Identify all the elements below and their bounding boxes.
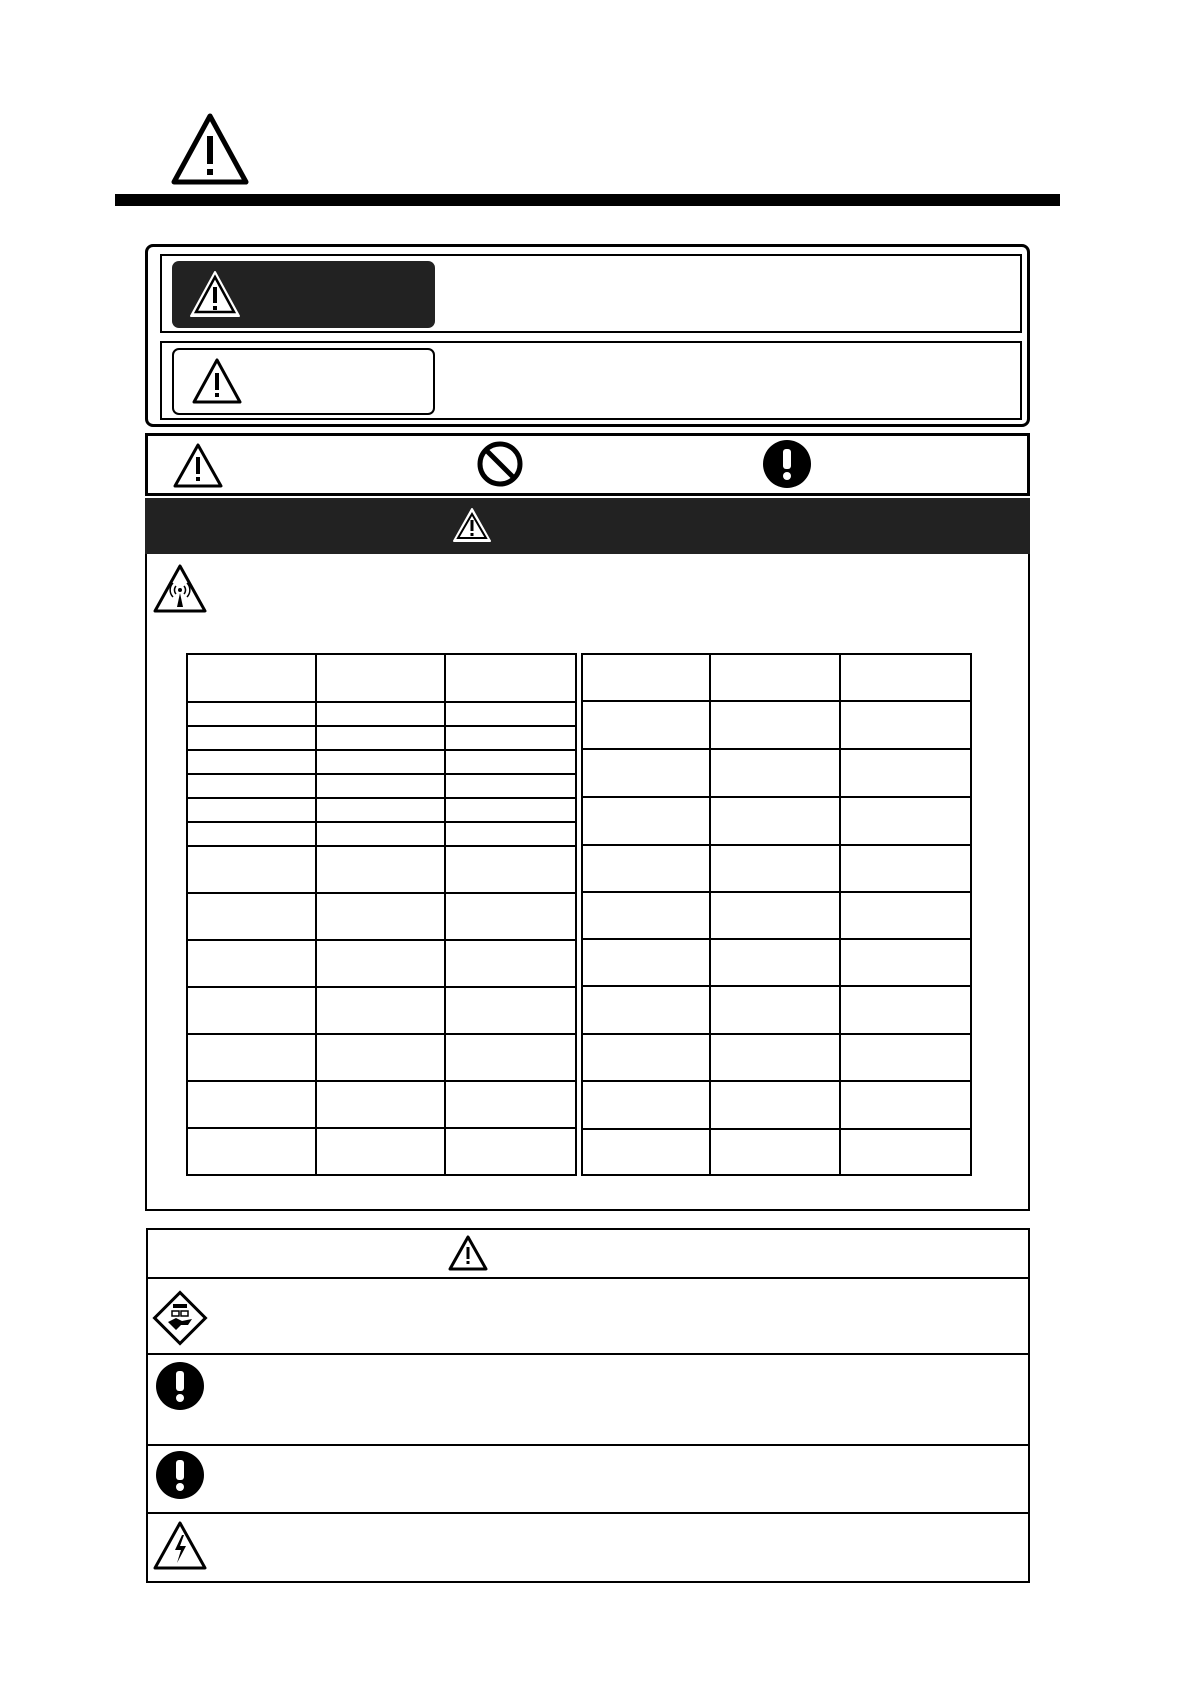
electric-shock-icon xyxy=(152,1519,208,1571)
table-cell xyxy=(445,750,576,774)
table-cell xyxy=(582,939,710,986)
table-cell xyxy=(445,893,576,940)
table-cell xyxy=(445,654,576,702)
table-cell xyxy=(710,797,840,845)
table-cell xyxy=(582,1081,710,1129)
table-cell xyxy=(316,798,445,822)
table-cell xyxy=(582,892,710,939)
table-row xyxy=(187,726,576,750)
table-cell xyxy=(187,940,316,987)
table-row xyxy=(187,702,576,726)
table-cell xyxy=(840,939,971,986)
table-cell xyxy=(445,702,576,726)
table-cell xyxy=(710,1129,840,1175)
table-cell xyxy=(710,749,840,797)
no-disassembly-icon xyxy=(152,1290,208,1346)
table-cell xyxy=(187,726,316,750)
table-cell xyxy=(710,654,840,701)
mandatory-action-icon xyxy=(762,439,812,489)
table-row xyxy=(582,1034,971,1081)
table-cell xyxy=(840,1034,971,1081)
right-distance-table xyxy=(581,653,972,1176)
table-row xyxy=(187,750,576,774)
header-warning-icon xyxy=(170,112,250,186)
table-row xyxy=(582,845,971,892)
table-cell xyxy=(187,987,316,1034)
table-cell xyxy=(840,1129,971,1175)
table-cell xyxy=(445,846,576,893)
table-cell xyxy=(445,940,576,987)
table-cell xyxy=(840,892,971,939)
caution-divider xyxy=(146,1444,1030,1446)
left-distance-table xyxy=(186,653,577,1176)
table-cell xyxy=(445,1081,576,1128)
table-cell xyxy=(187,702,316,726)
table-row xyxy=(582,701,971,749)
table-cell xyxy=(316,893,445,940)
table-cell xyxy=(316,774,445,798)
mandatory-action-icon xyxy=(155,1361,205,1411)
table-cell xyxy=(316,654,445,702)
mandatory-action-icon xyxy=(155,1450,205,1500)
table-row xyxy=(582,986,971,1034)
table-cell xyxy=(582,1129,710,1175)
table-cell xyxy=(445,1128,576,1175)
table-cell xyxy=(710,1081,840,1129)
table-cell xyxy=(710,986,840,1034)
table-row xyxy=(187,654,576,702)
table-cell xyxy=(187,798,316,822)
table-row xyxy=(187,987,576,1034)
warning-signal-label xyxy=(172,261,435,328)
table-cell xyxy=(840,749,971,797)
table-cell xyxy=(187,1128,316,1175)
table-cell xyxy=(840,654,971,701)
table-cell xyxy=(840,701,971,749)
table-cell xyxy=(187,654,316,702)
radio-wave-hazard-icon xyxy=(152,562,208,614)
table-cell xyxy=(840,845,971,892)
table-row xyxy=(187,893,576,940)
table-row xyxy=(582,797,971,845)
table-cell xyxy=(187,846,316,893)
table-cell xyxy=(710,1034,840,1081)
table-row xyxy=(187,1128,576,1175)
warning-triangle-icon xyxy=(451,506,493,544)
caution-section xyxy=(146,1228,1030,1583)
table-cell xyxy=(316,846,445,893)
caution-divider xyxy=(146,1512,1030,1514)
table-cell xyxy=(316,940,445,987)
table-row xyxy=(187,846,576,893)
caution-signal-label xyxy=(172,348,435,415)
caution-divider xyxy=(146,1277,1030,1279)
table-cell xyxy=(582,654,710,701)
table-cell xyxy=(445,726,576,750)
table-cell xyxy=(582,701,710,749)
table-cell xyxy=(316,750,445,774)
table-cell xyxy=(582,797,710,845)
warning-triangle-icon xyxy=(188,269,242,319)
table-cell xyxy=(445,1034,576,1081)
caution-divider xyxy=(146,1353,1030,1355)
warning-triangle-icon xyxy=(190,356,244,406)
table-cell xyxy=(840,797,971,845)
table-cell xyxy=(187,893,316,940)
table-cell xyxy=(316,702,445,726)
table-row xyxy=(582,1081,971,1129)
table-row xyxy=(582,654,971,701)
table-cell xyxy=(445,798,576,822)
table-cell xyxy=(582,1034,710,1081)
table-row xyxy=(187,774,576,798)
table-cell xyxy=(445,774,576,798)
warning-section-header xyxy=(145,498,1030,554)
table-row xyxy=(582,939,971,986)
table-cell xyxy=(840,1081,971,1129)
table-cell xyxy=(316,1081,445,1128)
table-cell xyxy=(582,845,710,892)
table-row xyxy=(187,1034,576,1081)
table-cell xyxy=(582,986,710,1034)
symbols-strip xyxy=(145,433,1030,496)
table-cell xyxy=(187,774,316,798)
prohibition-icon xyxy=(475,439,525,489)
table-row xyxy=(187,1081,576,1128)
table-cell xyxy=(316,1034,445,1081)
table-cell xyxy=(316,1128,445,1175)
table-cell xyxy=(710,701,840,749)
table-cell xyxy=(710,939,840,986)
table-cell xyxy=(840,986,971,1034)
table-row xyxy=(187,822,576,846)
table-row xyxy=(187,798,576,822)
table-row xyxy=(187,940,576,987)
table-cell xyxy=(582,749,710,797)
table-cell xyxy=(710,845,840,892)
header-rule xyxy=(115,194,1060,206)
warning-triangle-icon xyxy=(447,1234,489,1272)
table-cell xyxy=(187,750,316,774)
table-cell xyxy=(187,1034,316,1081)
table-cell xyxy=(316,987,445,1034)
table-cell xyxy=(316,726,445,750)
table-cell xyxy=(710,892,840,939)
table-row xyxy=(582,749,971,797)
table-cell xyxy=(445,987,576,1034)
table-cell xyxy=(445,822,576,846)
table-row xyxy=(582,1129,971,1175)
table-cell xyxy=(187,822,316,846)
table-cell xyxy=(316,822,445,846)
table-cell xyxy=(187,1081,316,1128)
warning-triangle-icon xyxy=(172,441,224,489)
table-row xyxy=(582,892,971,939)
